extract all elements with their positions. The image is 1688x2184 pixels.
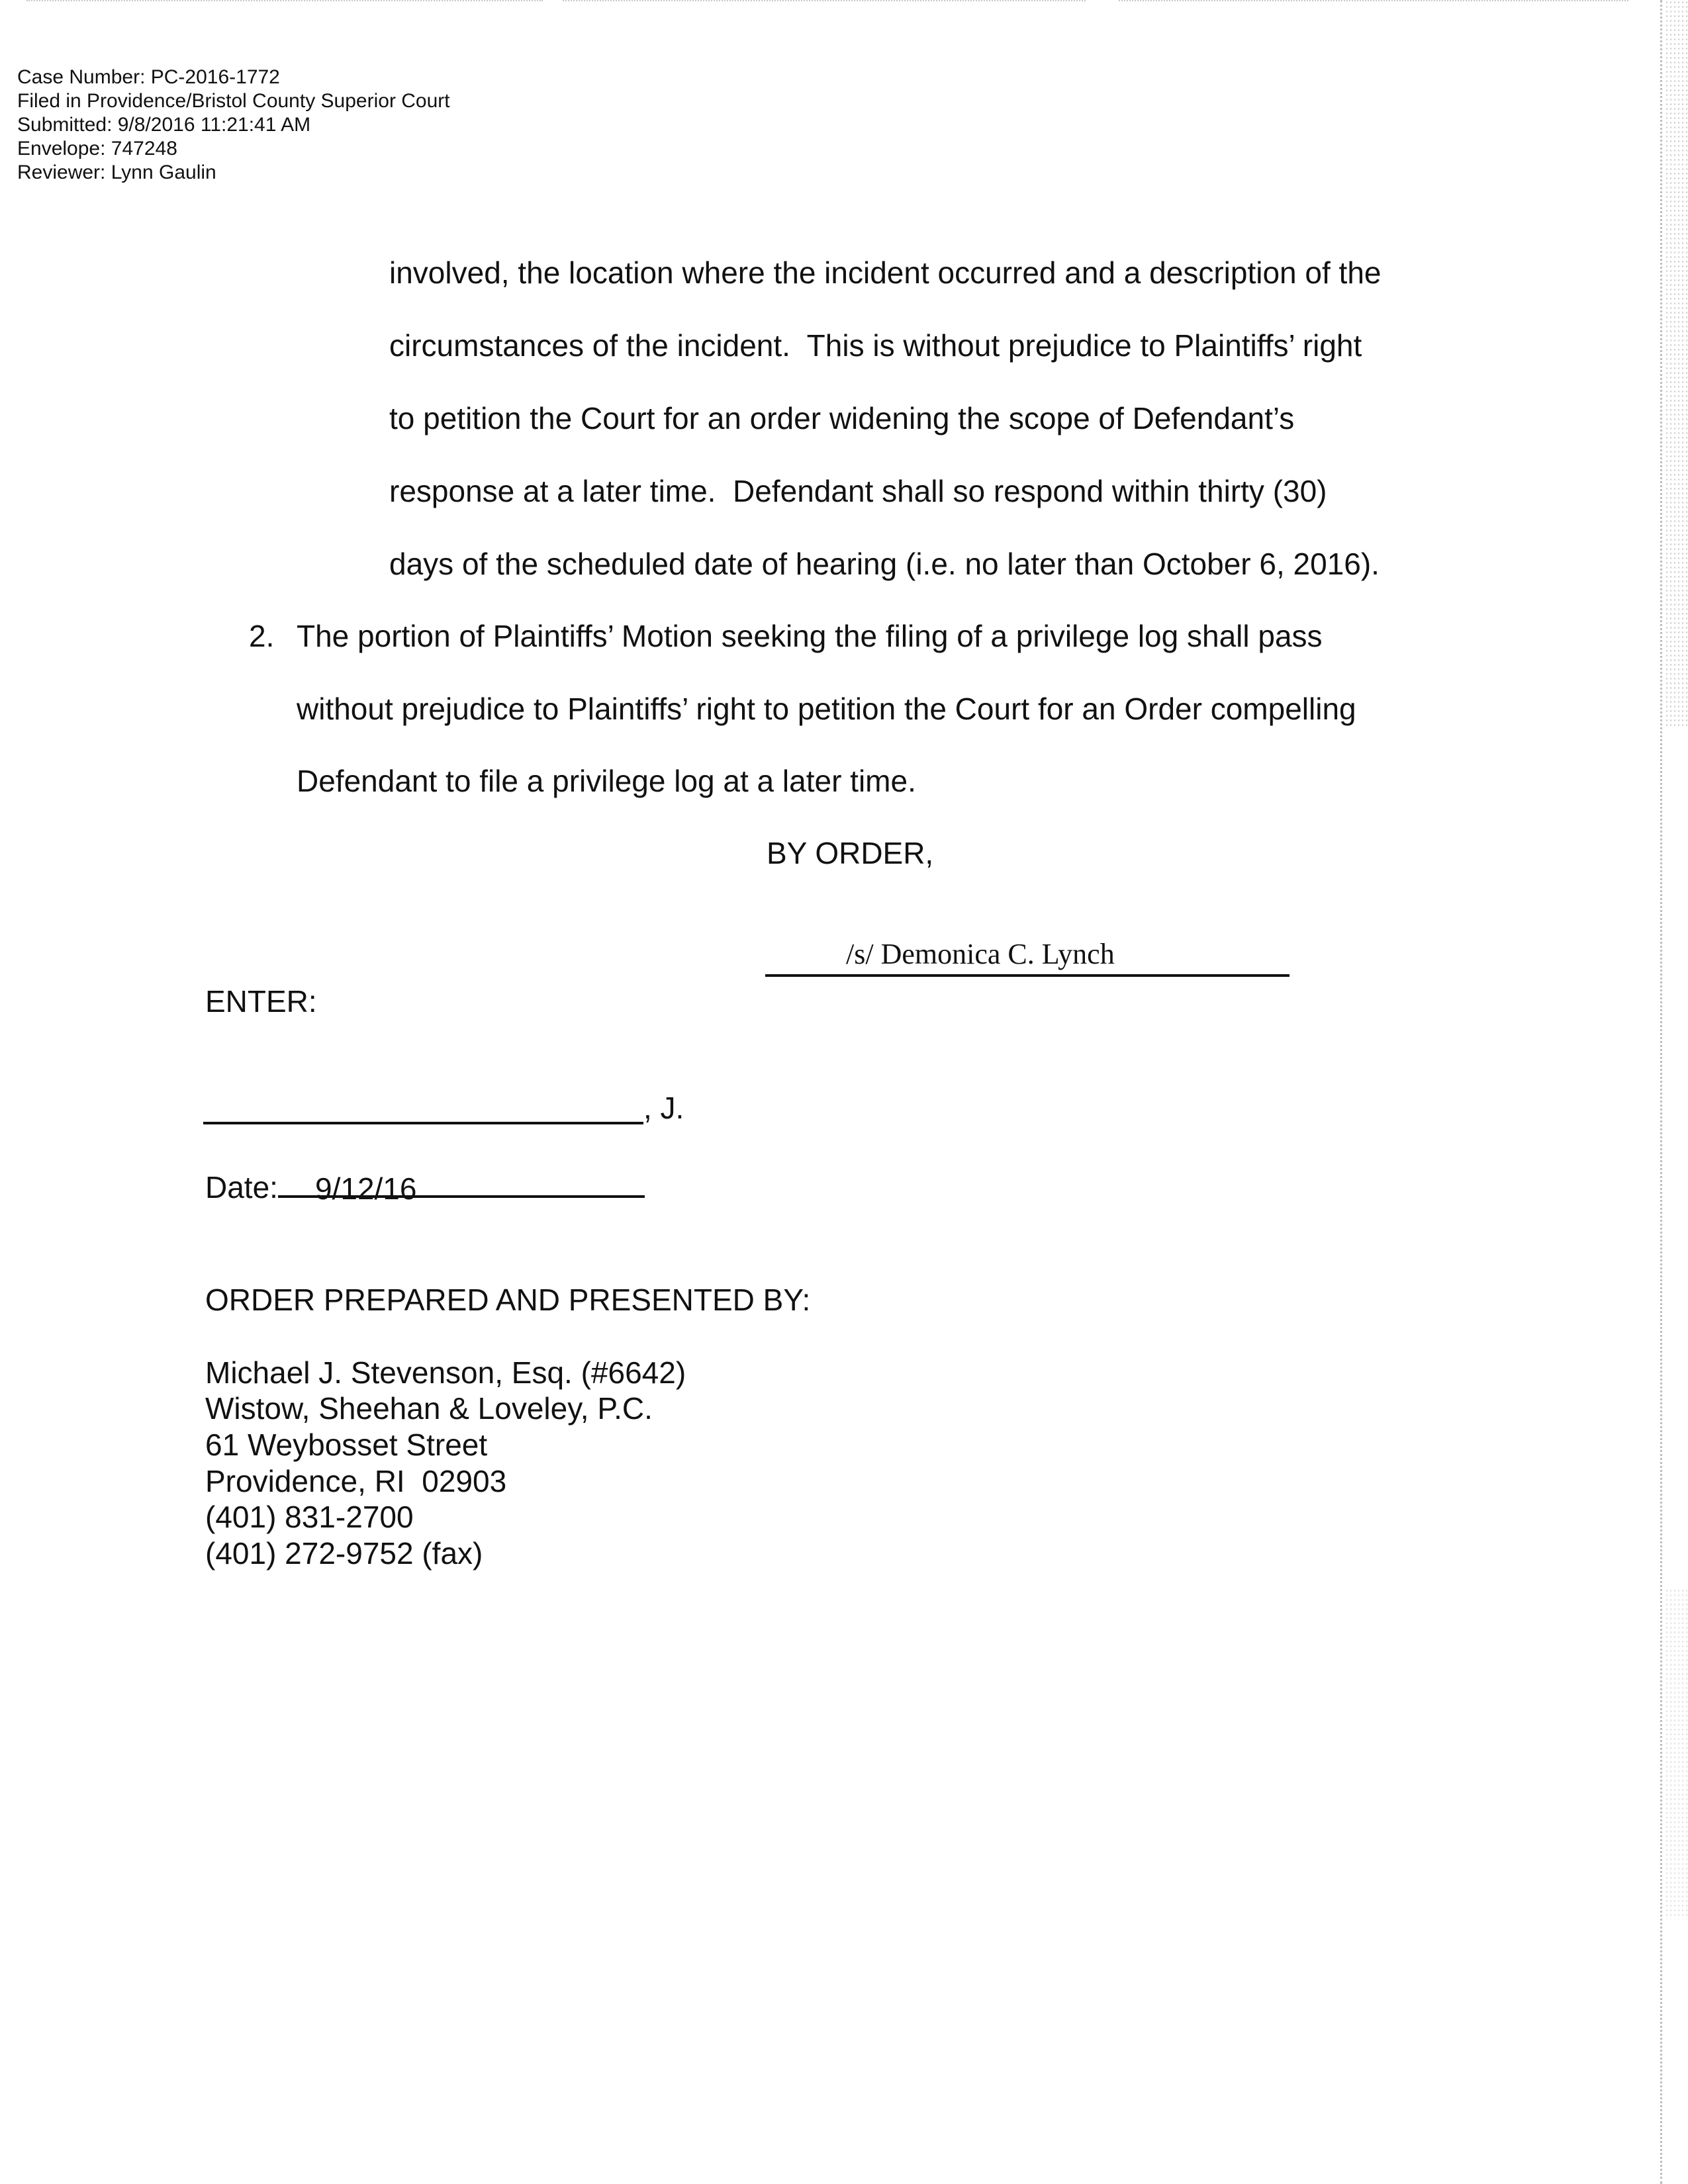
- scan-artifact-top: [563, 0, 1086, 8]
- city-state-zip: Providence, RI 02903: [205, 1464, 507, 1498]
- item-line: Defendant to file a privilege log at a later time.: [297, 764, 916, 798]
- paragraph-line: response at a later time. Defendant shall so respond within thirty (30): [389, 474, 1327, 508]
- date-label: Date:: [205, 1170, 278, 1205]
- attorney-name: Michael J. Stevenson, Esq. (#6642): [205, 1355, 686, 1390]
- paragraph-line: circumstances of the incident. This is without prejudice to Plaintiffs’ right: [389, 328, 1362, 363]
- case-number: Case Number: PC-2016-1772: [17, 66, 280, 88]
- judge-suffix: , J.: [643, 1091, 684, 1125]
- filed-in-court: Filed in Providence/Bristol County Superior Court: [17, 90, 450, 112]
- scan-artifact-right-edge: [1660, 0, 1662, 2184]
- enter-label: ENTER:: [205, 984, 317, 1019]
- phone: (401) 831-2700: [205, 1500, 414, 1534]
- date-value: 9/12/16: [315, 1171, 417, 1206]
- signature-line: [765, 974, 1289, 977]
- item-number: 2.: [249, 619, 275, 653]
- paragraph-line: involved, the location where the incident occurred and a description of the: [389, 255, 1382, 290]
- prepared-by-heading: ORDER PREPARED AND PRESENTED BY:: [205, 1283, 811, 1317]
- by-order-label: BY ORDER,: [767, 836, 934, 870]
- street-address: 61 Weybosset Street: [205, 1428, 488, 1462]
- paragraph-line: to petition the Court for an order widening the scope of Defendant’s: [389, 401, 1295, 435]
- submitted-timestamp: Submitted: 9/8/2016 11:21:41 AM: [17, 114, 311, 136]
- judge-signature-line: [203, 1122, 643, 1124]
- reviewer-name: Reviewer: Lynn Gaulin: [17, 161, 216, 183]
- envelope-number: Envelope: 747248: [17, 138, 177, 159]
- scan-artifact-speckle: [1665, 0, 1688, 728]
- scan-artifact-speckle: [1665, 1588, 1688, 1919]
- date-line: [278, 1195, 645, 1198]
- item-line: without prejudice to Plaintiffs’ right to petition the Court for an Order compelling: [297, 692, 1356, 726]
- item-line: The portion of Plaintiffs’ Motion seeking the filing of a privilege log shall pass: [297, 619, 1323, 653]
- scan-artifact-top: [1119, 0, 1628, 8]
- filing-header: [17, 66, 450, 185]
- fax: (401) 272-9752 (fax): [205, 1536, 483, 1570]
- paragraph-line: days of the scheduled date of hearing (i.e. no later than October 6, 2016).: [389, 547, 1380, 581]
- law-firm: Wistow, Sheehan & Loveley, P.C.: [205, 1391, 653, 1426]
- scan-artifact-top: [26, 0, 543, 8]
- clerk-signature: /s/ Demonica C. Lynch: [846, 938, 1115, 970]
